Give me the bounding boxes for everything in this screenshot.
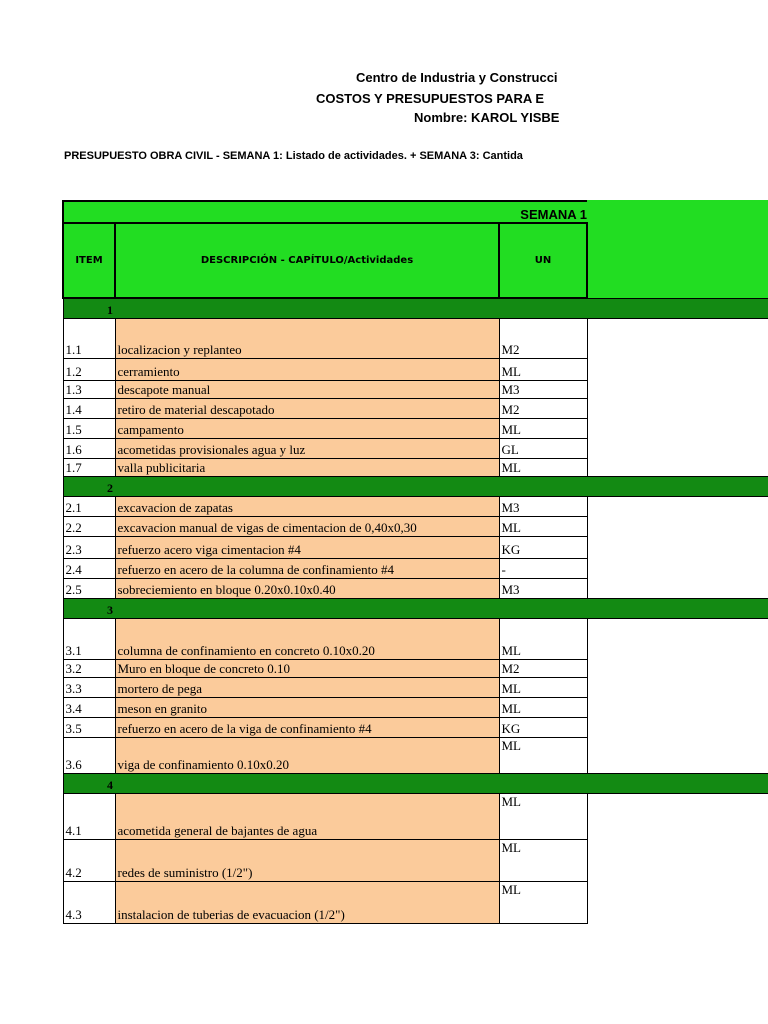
item-description: mortero de pega (115, 677, 499, 697)
table-row (63, 558, 768, 578)
table-header-row (63, 223, 768, 298)
item-unit: ML (499, 458, 587, 476)
item-code: 1.7 (63, 458, 115, 476)
table-row (63, 358, 768, 380)
item-code: 2.3 (63, 536, 115, 558)
item-code: 4.2 (63, 839, 115, 881)
item-description: excavacion manual de vigas de cimentacion de 0,40x0,30 (115, 516, 499, 536)
item-unit: GL (499, 438, 587, 458)
chapter-number: 2 (63, 476, 115, 496)
table-row (63, 677, 768, 697)
item-unit: ML (499, 881, 587, 923)
item-description: cerramiento (115, 358, 499, 380)
item-description: viga de confinamiento 0.10x0.20 (115, 737, 499, 773)
header-course: COSTOS Y PRESUPUESTOS PARA E (316, 91, 545, 106)
table-row (63, 717, 768, 737)
chapter-row (63, 773, 768, 793)
item-code: 1.6 (63, 438, 115, 458)
item-description: meson en granito (115, 697, 499, 717)
table-row (63, 578, 768, 598)
table-row (63, 418, 768, 438)
item-unit: ML (499, 793, 587, 839)
item-code: 3.2 (63, 659, 115, 677)
item-code: 3.6 (63, 737, 115, 773)
col-desc-header: DESCRIPCIÓN - CAPÍTULO/Actividades (115, 223, 499, 298)
item-code: 3.3 (63, 677, 115, 697)
table-row (63, 659, 768, 677)
item-unit: M2 (499, 318, 587, 358)
item-code: 3.5 (63, 717, 115, 737)
table-row (63, 839, 768, 881)
chapter-number: 4 (63, 773, 115, 793)
table-row (63, 793, 768, 839)
item-code: 1.5 (63, 418, 115, 438)
item-description: Muro en bloque de concreto 0.10 (115, 659, 499, 677)
table-row (63, 496, 768, 516)
item-code: 4.1 (63, 793, 115, 839)
item-description: campamento (115, 418, 499, 438)
item-description: descapote manual (115, 380, 499, 398)
item-unit: M3 (499, 380, 587, 398)
item-description: valla publicitaria (115, 458, 499, 476)
week-title: SEMANA 1 (63, 201, 587, 223)
item-description: acometidas provisionales agua y luz (115, 438, 499, 458)
item-unit: - (499, 558, 587, 578)
item-description: refuerzo acero viga cimentacion #4 (115, 536, 499, 558)
item-code: 4.3 (63, 881, 115, 923)
item-code: 1.3 (63, 380, 115, 398)
col-un-header: UN (499, 223, 587, 298)
header-institution: Centro de Industria y Construcci (356, 70, 558, 85)
item-unit: ML (499, 516, 587, 536)
item-code: 2.4 (63, 558, 115, 578)
item-code: 2.1 (63, 496, 115, 516)
item-code: 2.2 (63, 516, 115, 536)
item-unit: KG (499, 717, 587, 737)
item-description: refuerzo en acero de la columna de confinamiento #4 (115, 558, 499, 578)
header-student-name: Nombre: KAROL YISBE (414, 110, 560, 125)
table-row (63, 697, 768, 717)
item-code: 1.1 (63, 318, 115, 358)
item-code: 3.1 (63, 618, 115, 659)
table-row (63, 380, 768, 398)
item-unit: ML (499, 737, 587, 773)
table-row (63, 438, 768, 458)
item-unit: M3 (499, 578, 587, 598)
item-unit: KG (499, 536, 587, 558)
item-description: instalacion de tuberias de evacuacion (1/2") (115, 881, 499, 923)
item-description: refuerzo en acero de la viga de confinamiento #4 (115, 717, 499, 737)
table-row (63, 737, 768, 773)
item-description: localizacion y replanteo (115, 318, 499, 358)
table-row (63, 881, 768, 923)
table-row (63, 536, 768, 558)
item-unit: ML (499, 618, 587, 659)
item-code: 3.4 (63, 697, 115, 717)
item-description: retiro de material descapotado (115, 398, 499, 418)
item-unit: ML (499, 358, 587, 380)
item-description: sobreciemiento en bloque 0.20x0.10x0.40 (115, 578, 499, 598)
item-unit: M2 (499, 398, 587, 418)
item-unit: ML (499, 677, 587, 697)
item-unit: ML (499, 839, 587, 881)
item-description: acometida general de bajantes de agua (115, 793, 499, 839)
budget-table (62, 200, 768, 924)
item-unit: M3 (499, 496, 587, 516)
chapter-row (63, 476, 768, 496)
chapter-number: 3 (63, 598, 115, 618)
item-unit: ML (499, 418, 587, 438)
item-code: 1.2 (63, 358, 115, 380)
budget-note: PRESUPUESTO OBRA CIVIL - SEMANA 1: Listado de actividades. + SEMANA 3: Cantida (64, 150, 523, 162)
item-code: 2.5 (63, 578, 115, 598)
table-row (63, 318, 768, 358)
col-item-header: ITEM (63, 223, 115, 298)
item-unit: M2 (499, 659, 587, 677)
chapter-number: 1 (63, 298, 115, 318)
item-description: excavacion de zapatas (115, 496, 499, 516)
item-description: redes de suministro (1/2") (115, 839, 499, 881)
table-title-row (63, 201, 768, 223)
table-row (63, 398, 768, 418)
table-row (63, 458, 768, 476)
chapter-row (63, 598, 768, 618)
item-description: columna de confinamiento en concreto 0.10x0.20 (115, 618, 499, 659)
item-code: 1.4 (63, 398, 115, 418)
table-row (63, 618, 768, 659)
item-unit: ML (499, 697, 587, 717)
chapter-row (63, 298, 768, 318)
table-row (63, 516, 768, 536)
